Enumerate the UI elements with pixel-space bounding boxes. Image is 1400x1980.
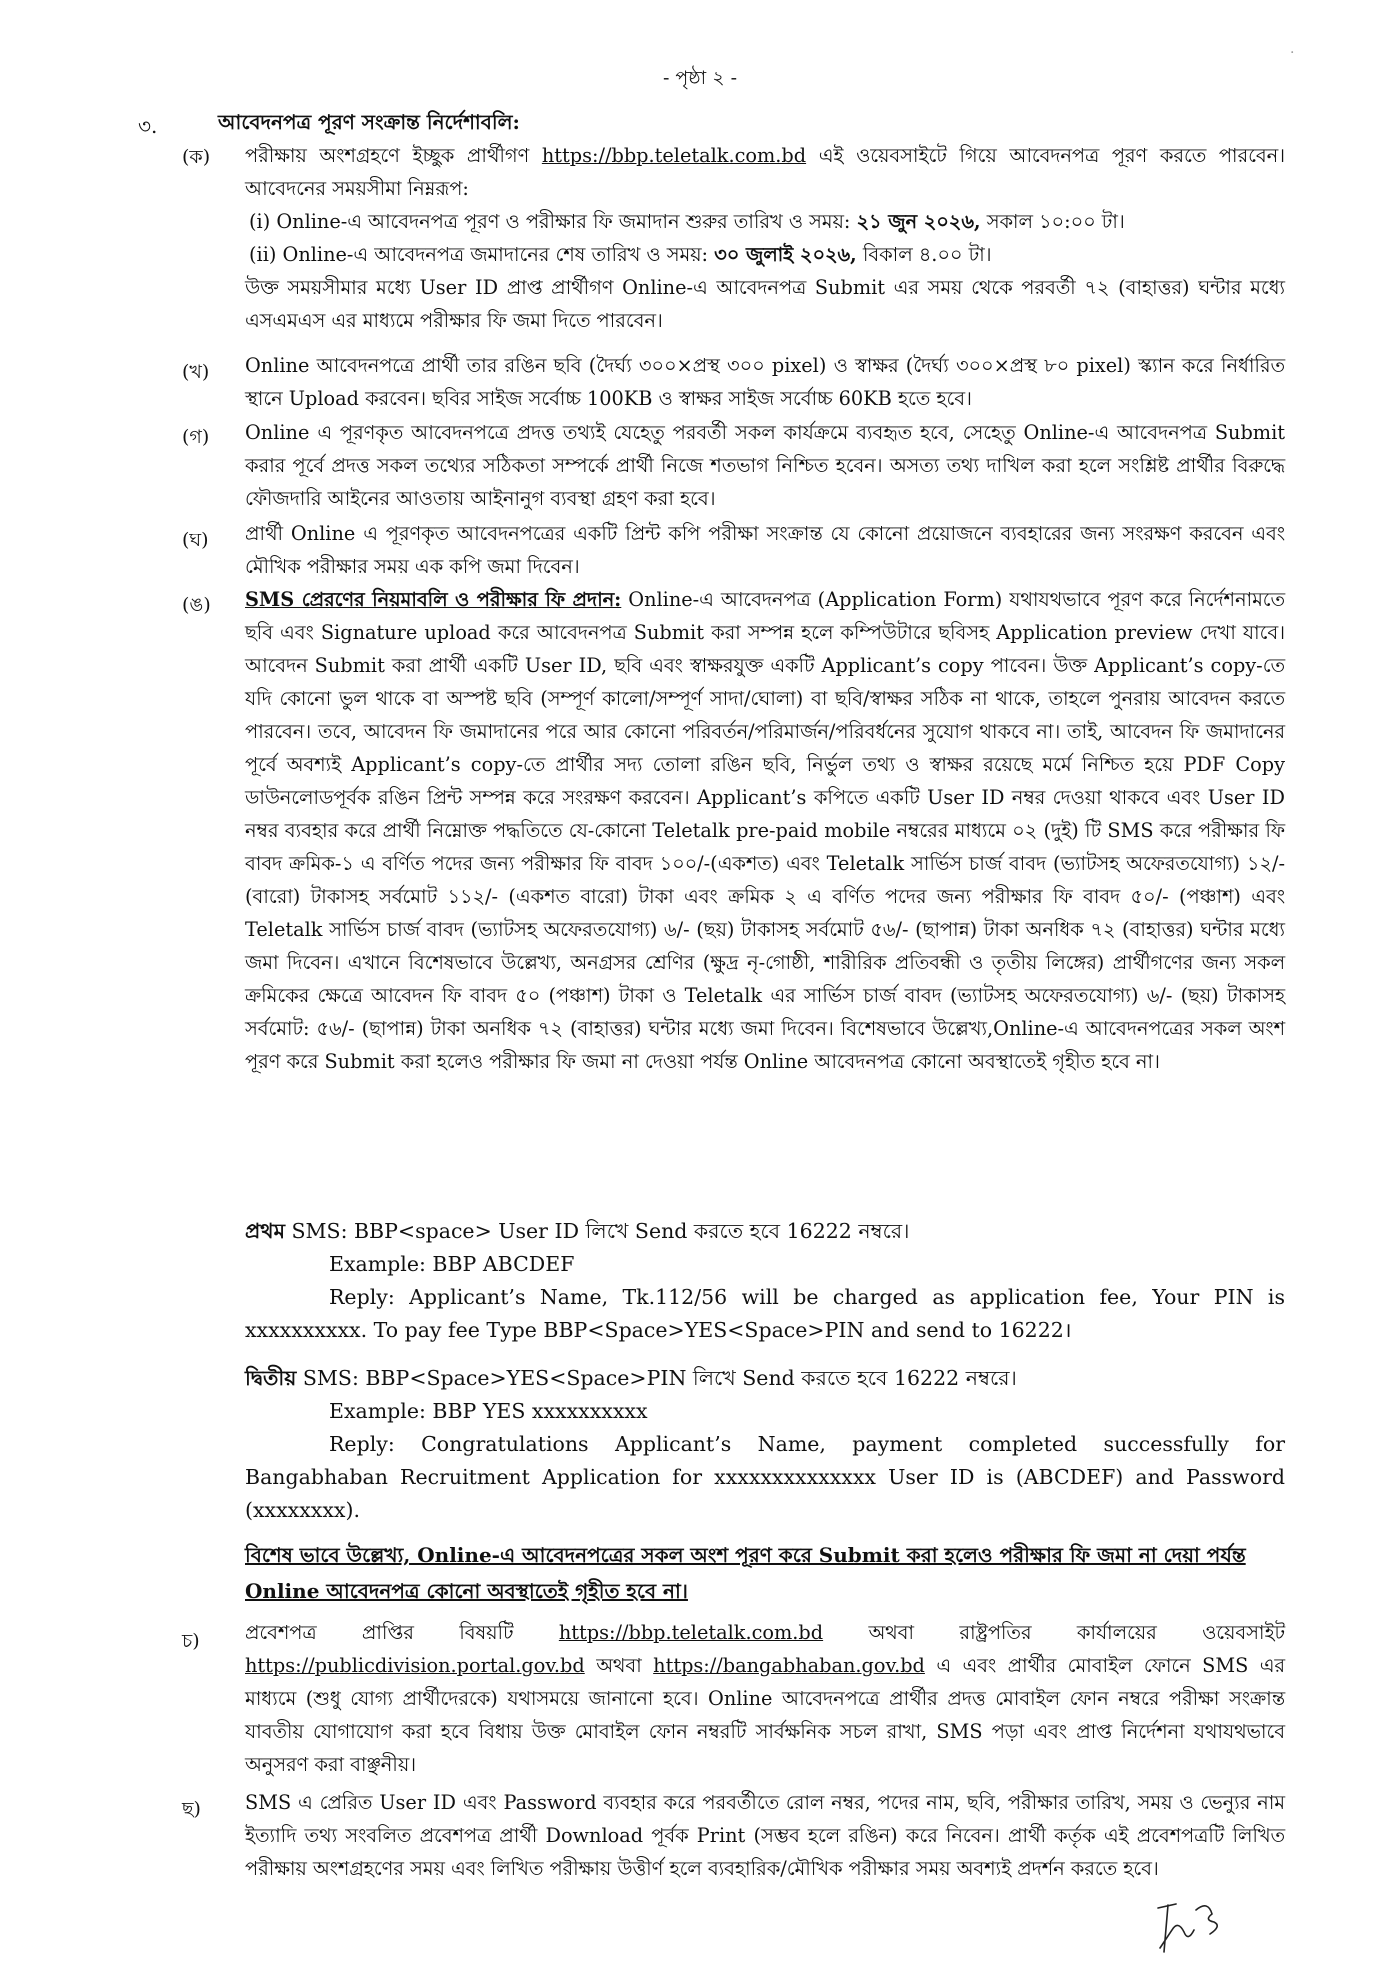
item-cha-text-post: এ এবং প্রার্থীর মোবাইল ফোনে SMS এর মাধ্যমে (শুধু যোগ্য প্রার্থীদেরকে) যথাসময়ে জানানো হবে। Online আবেদনপত্রে প্রার্থীর প্রদত্ত মোবাইল ফোন নম্বরে পরীক্ষা সংক্রান্ত যাবতীয় যোগাযোগ করা হবে বিধায় উক্ত মোবাইল ফোন নম্বরটি সার্বক্ষনিক সচল রাখা, SMS পড়া এবং প্রাপ্ত নির্দেশনা যথাযথভাবে অনুসরণ করা বাঞ্ছনীয়। <box>245 1654 1285 1776</box>
item-ka-intro <box>245 139 1285 205</box>
scan-speck: · <box>1290 45 1295 61</box>
teletalk-link-2[interactable]: https://bbp.teletalk.com.bd <box>558 1621 824 1644</box>
item-chha: SMS এ প্রেরিত User ID এবং Password ব্যবহার করে পরবর্তীতে রোল নম্বর, পদের নাম, ছবি, পরীক্ষার তারিখ, সময় ও ভেন্যুর নাম ইত্যাদি তথ্য সংবলিত প্রবেশপত্র প্রার্থী Download পূর্বক Print (সম্ভব হলে রঙিন) করে নিবেন। প্রার্থী কর্তৃক এই প্রবেশপত্রটি লিখিত পরীক্ষায় অংশগ্রহণের সময় এবং লিখিত পরীক্ষায় উত্তীর্ণ হলে ব্যবহারিক/মৌখিক পরীক্ষার সময় অবশ্যই প্রদর্শন করতে হবে। <box>245 1791 1285 1880</box>
sms-first-example: Example: BBP ABCDEF <box>329 1252 575 1276</box>
item-label-ka: (ক) <box>182 146 211 168</box>
sms-second-lead: দ্বিতীয় <box>245 1366 297 1390</box>
bangabhaban-link[interactable]: https://bangabhaban.gov.bd <box>653 1654 925 1677</box>
item-label-gha: (ঘ) <box>182 529 209 551</box>
end-date-label: (ii) Online-এ আবেদনপত্র জমাদানের শেষ তারিখ ও সময়: <box>249 243 715 266</box>
item-ka-text-pre: পরীক্ষায় অংশগ্রহণে ইচ্ছুক প্রার্থীগণ <box>245 144 542 167</box>
item-kha: Online আবেদনপত্রে প্রার্থী তার রঙিন ছবি (দৈর্ঘ্য ৩০০×প্রস্থ ৩০০ pixel) ও স্বাক্ষর (দৈর্ঘ্য ৩০০×প্রস্থ ৮০ pixel) স্ক্যান করে নির্ধারিত স্থানে Upload করবেন। ছবির সাইজ সর্বোচ্চ 100KB ও স্বাক্ষর সাইজ সর্বোচ্চ 60KB হতে হবে। <box>245 354 1285 410</box>
sms-first-line <box>245 1215 1285 1248</box>
sms-second-example: Example: BBP YES xxxxxxxxxx <box>329 1399 648 1423</box>
start-date-value: ২১ জুন ২০২৬, <box>856 210 981 233</box>
section-number: ৩. <box>138 114 158 138</box>
item-ka-start-date <box>245 205 1285 238</box>
publicdivision-link[interactable]: https://publicdivision.portal.gov.bd <box>245 1654 585 1677</box>
item-cha <box>245 1616 1285 1781</box>
page-number: - পৃষ্ঠা ২ - <box>662 67 738 89</box>
sms-first-instruction: SMS: BBP<space> User ID লিখে Send করতে হবে 16222 নম্বরে। <box>284 1219 910 1243</box>
item-ka-text-post: এই ওয়েবসাইটে গিয়ে আবেদনপত্র পূরণ করতে পারবেন। আবেদনের সময়সীমা নিম্নরূপ: <box>245 144 1285 200</box>
item-umo <box>245 583 1285 1078</box>
end-date-value: ৩০ জুলাই ২০২৬, <box>714 243 857 266</box>
item-label-cha: চ) <box>182 1630 200 1652</box>
item-cha-text-mid2: অথবা <box>584 1654 654 1677</box>
sms-first <box>245 1215 1285 1347</box>
item-ga: Online এ পূরণকৃত আবেদনপত্রে প্রদত্ত তথ্যই যেহেতু পরবর্তী সকল কার্যক্রমে ব্যবহৃত হবে, সেহেতু Online-এ আবেদনপত্র Submit করার পূর্বে প্রদত্ত সকল তথ্যের সঠিকতা সম্পর্কে প্রার্থী নিজে শতভাগ নিশ্চিত হবেন। অসত্য তথ্য দাখিল করা হলে সংশ্লিষ্ট প্রার্থীর বিরুদ্ধে ফৌজদারি আইনের আওতায় আইনানুগ ব্যবস্থা গ্রহণ করা হবে। <box>245 421 1285 510</box>
start-date-label: (i) Online-এ আবেদনপত্র পূরণ ও পরীক্ষার ফি জমাদান শুরুর তারিখ ও সময়: <box>249 210 857 233</box>
special-notice: বিশেষ ভাবে উল্লেখ্য, Online-এ আবেদনপত্রের সকল অংশ পূরণ করে Submit করা হলেও পরীক্ষার ফি জমা না দেয়া পর্যন্ত Online আবেদনপত্র কোনো অবস্থাতেই গৃহীত হবে না। <box>245 1543 1246 1603</box>
handwritten-initials <box>1150 1890 1240 1960</box>
sms-first-reply: Reply: Applicant’s Name, Tk.112/56 will be charged as application fee, Your PIN is xxxxxxxxxx. To pay fee Type BBP<Space>YES<Space>PIN and send to 16222। <box>245 1285 1285 1342</box>
item-cha-text-pre: প্রবেশপত্র প্রাপ্তির বিষয়টি <box>245 1621 559 1644</box>
sms-first-lead: প্রথম <box>245 1219 285 1243</box>
sms-fee-text: Online-এ আবেদনপত্র (Application Form) যথাযথভাবে পূরণ করে নির্দেশনামতে ছবি এবং Signature upload করে আবেদনপত্র Submit করা সম্পন্ন হলে কম্পিউটারে ছবিসহ Application preview দেখা যাবে। আবেদন Submit করা প্রার্থী একটি User ID, ছবি এবং স্বাক্ষরযুক্ত একটি Applicant’s copy পাবেন। উক্ত Applicant’s copy-তে যদি কোনো ভুল থাকে বা অস্পষ্ট ছবি (সম্পূর্ণ কালো/সম্পূর্ণ সাদা/ঘোলা) বা ছবি/স্বাক্ষর সঠিক না থাকে, তাহলে পুনরায় আবেদন করতে পারবেন। তবে, আবেদন ফি জমাদানের পরে আর কোনো পরিবর্তন/পরিমার্জন/পরিবর্ধনের সুযোগ থাকবে না। তাই, আবেদন ফি জমাদানের পূর্বে অবশ্যই Applicant’s copy-তে প্রার্থীর সদ্য তোলা রঙিন ছবি, নির্ভুল তথ্য ও স্বাক্ষর রয়েছে মর্মে নিশ্চিত হয়ে PDF Copy ডাউনলোডপূর্বক রঙিন প্রিন্ট সম্পন্ন করে সংরক্ষণ করবেন। Applicant’s কপিতে একটি User ID নম্বর দেওয়া থাকবে এবং User ID নম্বর ব্যবহার করে প্রার্থী নিম্নোক্ত পদ্ধতিতে যে-কোনো Teletalk pre-paid mobile নম্বরের মাধ্যমে ০২ (দুই) টি SMS করে পরীক্ষার ফি বাবদ ক্রমিক-১ এ বর্ণিত পদের জন্য পরীক্ষার ফি বাবদ ১০০/-(একশত) এবং Teletalk সার্ভিস চার্জ বাবদ (ভ্যাটসহ অফেরতযোগ্য) ১২/- (বারো) টাকাসহ সর্বমোট ১১২/- (একশত বারো) টাকা এবং ক্রমিক ২ এ বর্ণিত পদের জন্য পরীক্ষার ফি বাবদ ৫০/- (পঞ্চাশ) এবং Teletalk সার্ভিস চার্জ বাবদ (ভ্যাটসহ অফেরতযোগ্য) ৬/- (ছয়) টাকাসহ সর্বমোট ৫৬/- (ছাপান্ন) টাকা অনধিক ৭২ (বাহাত্তর) ঘন্টার মধ্যে জমা দিবেন। এখানে বিশেষভাবে উল্লেখ্য, অনগ্রসর শ্রেণির (ক্ষুদ্র নৃ-গোষ্ঠী, শারীরিক প্রতিবন্ধী ও তৃতীয় লিঙ্গের) প্রার্থীগণের জন্য সকল ক্রমিকের ক্ষেত্রে আবেদন ফি বাবদ ৫০ (পঞ্চাশ) টাকা ও Teletalk এর সার্ভিস চার্জ বাবদ (ভ্যাটসহ অফেরতযোগ্য) ৬/- (ছয়) টাকাসহ সর্বমোট: ৫৬/- (ছাপান্ন) টাকা অনধিক ৭২ (বাহাত্তর) ঘন্টার মধ্যে জমা দিবেন। বিশেষভাবে উল্লেখ্য,Online-এ আবেদনপত্রের সকল অংশ পূরণ করে Submit করা হলেও পরীক্ষার ফি জমা না দেওয়া পর্যন্ত Online আবেদনপত্র কোনো অবস্থাতেই গৃহীত হবে না। <box>245 588 1285 1073</box>
sms-second <box>245 1362 1285 1527</box>
sms-second-reply: Reply: Congratulations Applicant’s Name, payment completed successfully for Bangabhaban Recruitment Application for xxxxxxxxxxxxxx User ID is (ABCDEF) and Password (xxxxxxxx). <box>245 1432 1285 1522</box>
teletalk-link[interactable]: https://bbp.teletalk.com.bd <box>541 144 807 167</box>
item-label-umo: (ঙ) <box>182 594 211 616</box>
start-date-time: সকাল ১০:০০ টা। <box>980 210 1125 233</box>
item-gha: প্রার্থী Online এ পূরণকৃত আবেদনপত্রের একটি প্রিন্ট কপি পরীক্ষা সংক্রান্ত যে কোনো প্রয়োজনে ব্যবহারের জন্য সংরক্ষণ করবেন এবং মৌখিক পরীক্ষার সময় এক কপি জমা দিবেন। <box>245 522 1285 578</box>
section-title: আবেদনপত্র পূরণ সংক্রান্ত নির্দেশাবলি: <box>218 110 520 134</box>
end-date-time: বিকাল ৪.০০ টা। <box>856 243 992 266</box>
item-ka-end-date <box>245 238 1285 271</box>
item-cha-text-mid1: অথবা রাষ্ট্রপতির কার্যালয়ের ওয়েবসাইট <box>823 1621 1285 1644</box>
item-label-kha: (খ) <box>182 361 210 383</box>
item-label-ga: (গ) <box>182 426 210 448</box>
item-ka-note: উক্ত সময়সীমার মধ্যে User ID প্রাপ্ত প্রার্থীগণ Online-এ আবেদনপত্র Submit এর সময় থেকে পরবর্তী ৭২ (বাহাত্তর) ঘন্টার মধ্যে এসএমএস এর মাধ্যমে পরীক্ষার ফি জমা দিতে পারবেন। <box>245 276 1285 332</box>
sms-second-instruction: SMS: BBP<Space>YES<Space>PIN লিখে Send করতে হবে 16222 নম্বরে। <box>296 1366 1017 1390</box>
item-ka <box>245 139 1285 337</box>
sms-fee-heading: SMS প্রেরণের নিয়মাবলি ও পরীক্ষার ফি প্রদান: <box>245 588 622 611</box>
item-label-chha: ছ) <box>182 1798 201 1820</box>
sms-second-line <box>245 1362 1285 1395</box>
